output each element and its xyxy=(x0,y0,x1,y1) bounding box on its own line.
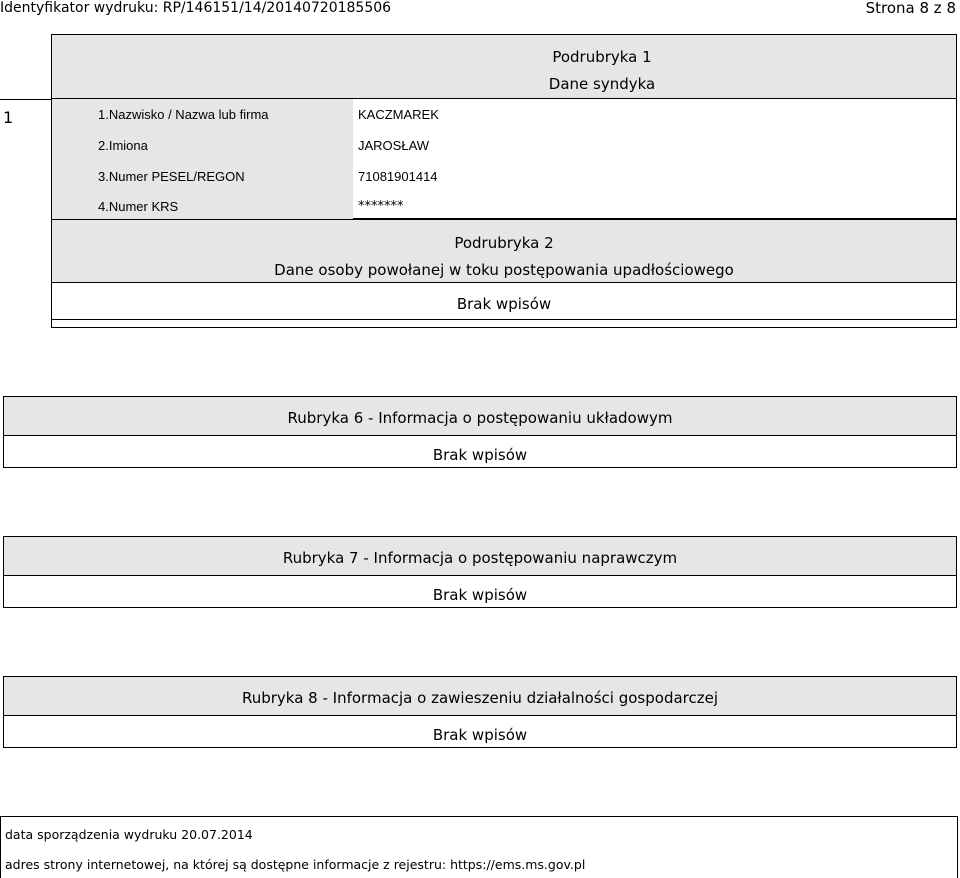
entry-number-text: 1 xyxy=(3,108,14,127)
section-8-title: Rubryka 8 - Informacja o zawieszeniu działalności gospodarczej xyxy=(241,689,719,707)
page-number: Strona 8 z 8 xyxy=(865,0,956,17)
section-7-body xyxy=(3,575,957,608)
section-6-header xyxy=(3,396,957,436)
row-value-pesel: 71081901414 xyxy=(358,169,438,184)
registry-url: adres strony internetowej, na której są dostępne informacje z rejestru: https://ems.ms.gov.pl xyxy=(5,857,586,872)
section-6-empty-text: Brak wpisów xyxy=(432,446,528,464)
subsection-2-title: Podrubryka 2 xyxy=(454,234,554,252)
entry-number xyxy=(0,99,51,219)
row-label-pesel: 3.Numer PESEL/REGON xyxy=(98,169,245,184)
row-label-nazwisko: 1.Nazwisko / Nazwa lub firma xyxy=(98,107,269,122)
section-7-empty-text: Brak wpisów xyxy=(432,586,528,604)
section-8-empty-text: Brak wpisów xyxy=(432,726,528,744)
subsection-1 xyxy=(3,34,957,219)
row-label-imiona: 2.Imiona xyxy=(98,138,148,153)
print-identifier: Identyfikator wydruku: RP/146151/14/20140720185506 xyxy=(0,0,392,16)
subsection-2-header xyxy=(51,219,957,283)
rows-border xyxy=(353,99,957,219)
subsection-2-subtitle: Dane osoby powołanej w toku postępowania upadłościowego xyxy=(274,261,734,279)
section-8-body xyxy=(3,715,957,748)
section-7-title: Rubryka 7 - Informacja o postępowaniu naprawczym xyxy=(282,549,678,567)
subsection-2-bottom-bar xyxy=(51,319,957,328)
row-value-krs: ******* xyxy=(358,199,404,214)
row-label-krs: 4.Numer KRS xyxy=(98,199,179,214)
row-value-imiona: JAROSŁAW xyxy=(358,138,430,153)
footer-box xyxy=(0,816,958,878)
section-8-header xyxy=(3,676,957,716)
section-6-title: Rubryka 6 - Informacja o postępowaniu układowym xyxy=(287,409,673,427)
section-7-header xyxy=(3,536,957,576)
subsection-1-title: Podrubryka 1 xyxy=(552,48,652,66)
section-6-body xyxy=(3,435,957,468)
row-value-nazwisko: KACZMAREK xyxy=(358,107,439,122)
subsection-1-subtitle: Dane syndyka xyxy=(548,75,656,93)
print-date: data sporządzenia wydruku 20.07.2014 xyxy=(5,827,253,842)
subsection-2-empty xyxy=(51,283,957,319)
subsection-2-empty-text: Brak wpisów xyxy=(456,295,552,313)
subsection-1-header xyxy=(51,34,957,99)
